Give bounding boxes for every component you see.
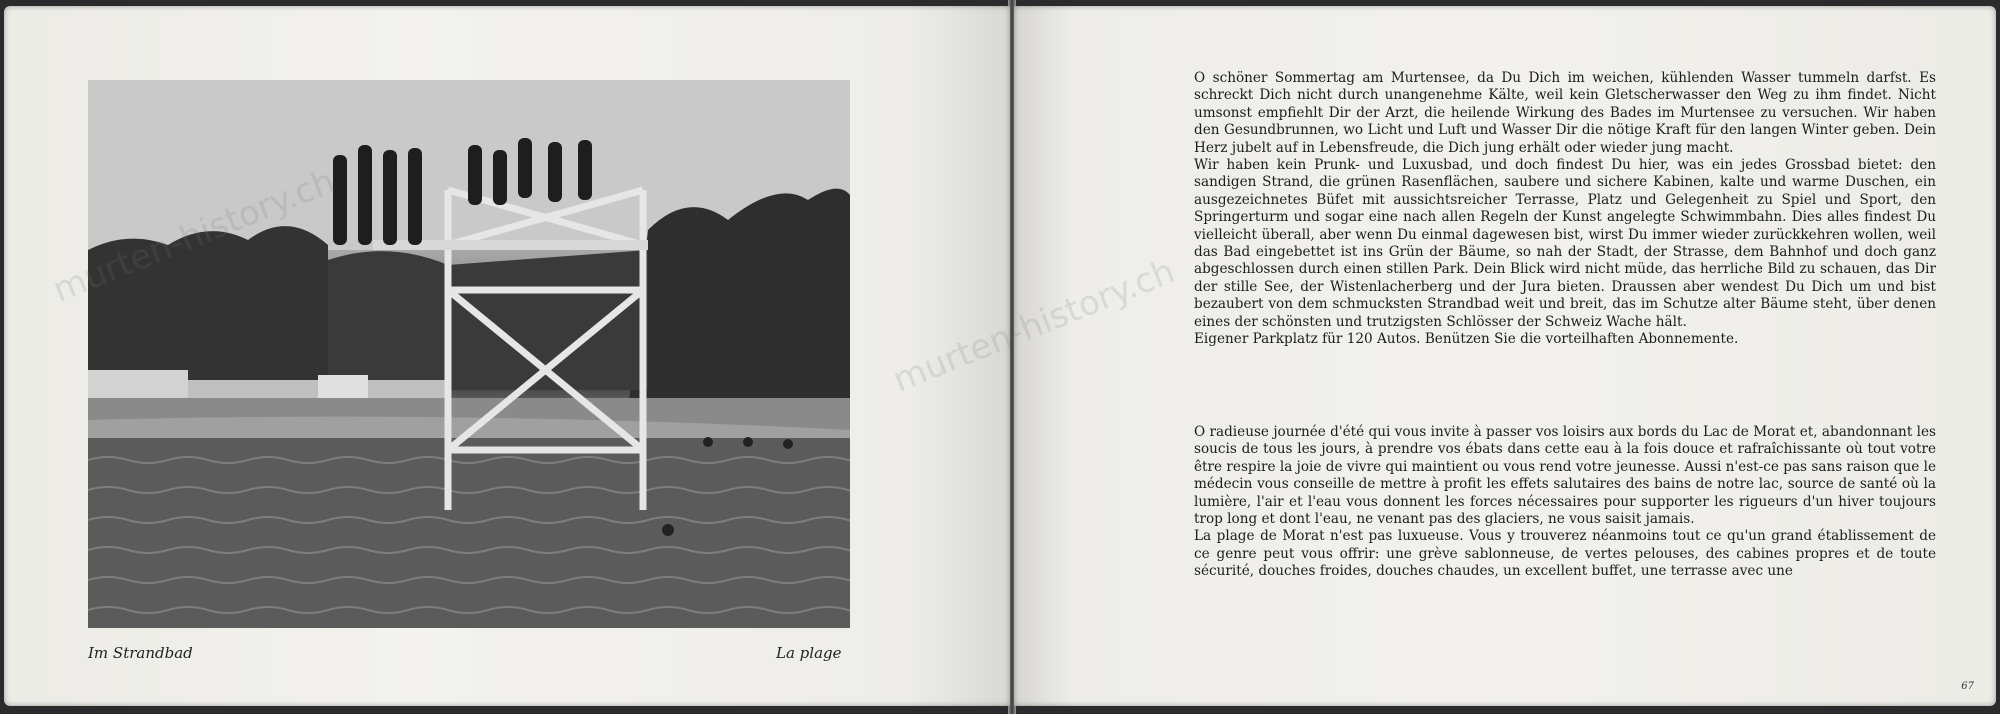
left-page — [4, 6, 1010, 706]
beach-photo-drawing — [88, 80, 850, 628]
caption-german: Im Strandbad — [88, 644, 193, 662]
german-paragraph-3: Eigener Parkplatz für 120 Autos. Benützen Sie die vorteilhaften Abonnemente. — [1194, 331, 1739, 348]
watermark: murten-history.ch — [887, 251, 1181, 401]
beach-photo — [88, 80, 850, 628]
german-paragraph-2: Wir haben kein Prunk- und Luxusbad, und doch findest Du hier, was ein jedes Grossbad bietet: den sandigen Strand, die grünen Rasenflächen, saubere und sichere Kabinen, kalte und warme Duschen, ein ausgezeichnetes Büfet mit aussichtsreicher Terrasse, Platz und Gelegenheit zu Spiel und Sport, den Springerturm und sogar eine nach allen Regeln der Kunst angelegte Schwimmbahn. Dies alles findest Du vielleicht überall, aber wenn Du einmal dagewesen bist, wirst Du immer wieder zurückkehren wollen, weil das Bad eingebettet ist ins Grün der Bäume, so nah der Stadt, der Strasse, dem Bahnhof und doch ganz abgeschlossen durch einen stillen Park. Dein Blick wird nicht müde, das herrliche Bild zu schauen, das Dir der stille See, der Wistenlacherberg und der Jura bieten. Draussen aber wendest Du Dich um und bist bezaubert von dem schmucksten Strandbad weit und breit, das im Schutze alter Bäume steht, über denen eines der schönsten und trutzigsten Schlösser der Schweiz Wache hält. — [1194, 157, 1936, 330]
page-number: 67 — [1961, 681, 1974, 692]
french-paragraph-1: O radieuse journée d'été qui vous invite à passer vos loisirs aux bords du Lac de Morat et, abandonnant les soucis de tous les jours, à prendre vos ébats dans cette eau à la fois douce et rafraîchissante où tout votre être respire la joie de vivre qui maintient ou vous rend votre jeunesse. Aussi n'est-ce pas sans raison que le médecin vous conseille de mettre à profit les effets salutaires des bains de notre lac, source de santé où la lumière, l'air et l'eau vous donnent les forces nécessaires pour supporter les rigueurs d'un hiver toujours trop long et dont l'eau, ne venant pas des glaciers, ne vous saisit jamais. — [1194, 424, 1936, 528]
french-paragraph-2: La plage de Morat n'est pas luxueuse. Vous y trouverez néanmoins tout ce qu'un grand établissement de ce genre peut vous offrir: une grève sablonneuse, de vertes pelouses, des cabines propres et de toute sécurité, douches froides, douches chaudes, un excellent buffet, une terrasse avec une — [1194, 528, 1936, 580]
french-text-block — [1194, 424, 1936, 581]
german-text-block — [1194, 70, 1936, 349]
german-paragraph-1: O schöner Sommertag am Murtensee, da Du Dich im weichen, kühlenden Wasser tummeln darfst. Es schreckt Dich nicht durch unangenehme Kälte, weil kein Gletscherwasser den Weg zu ihm findet. Nicht umsonst empfiehlt Dir der Arzt, die heilende Wirkung des Bades im Murtensee zu versuchen. Wir haben den Gesundbrunnen, wo Licht und Luft und Wasser Dir die nötige Kraft für den langen Winter geben. Dein Herz jubelt auf in Lebensfreude, die Dich jung erhält oder wieder jung macht. — [1194, 70, 1936, 156]
caption-french: La plage — [776, 644, 842, 662]
